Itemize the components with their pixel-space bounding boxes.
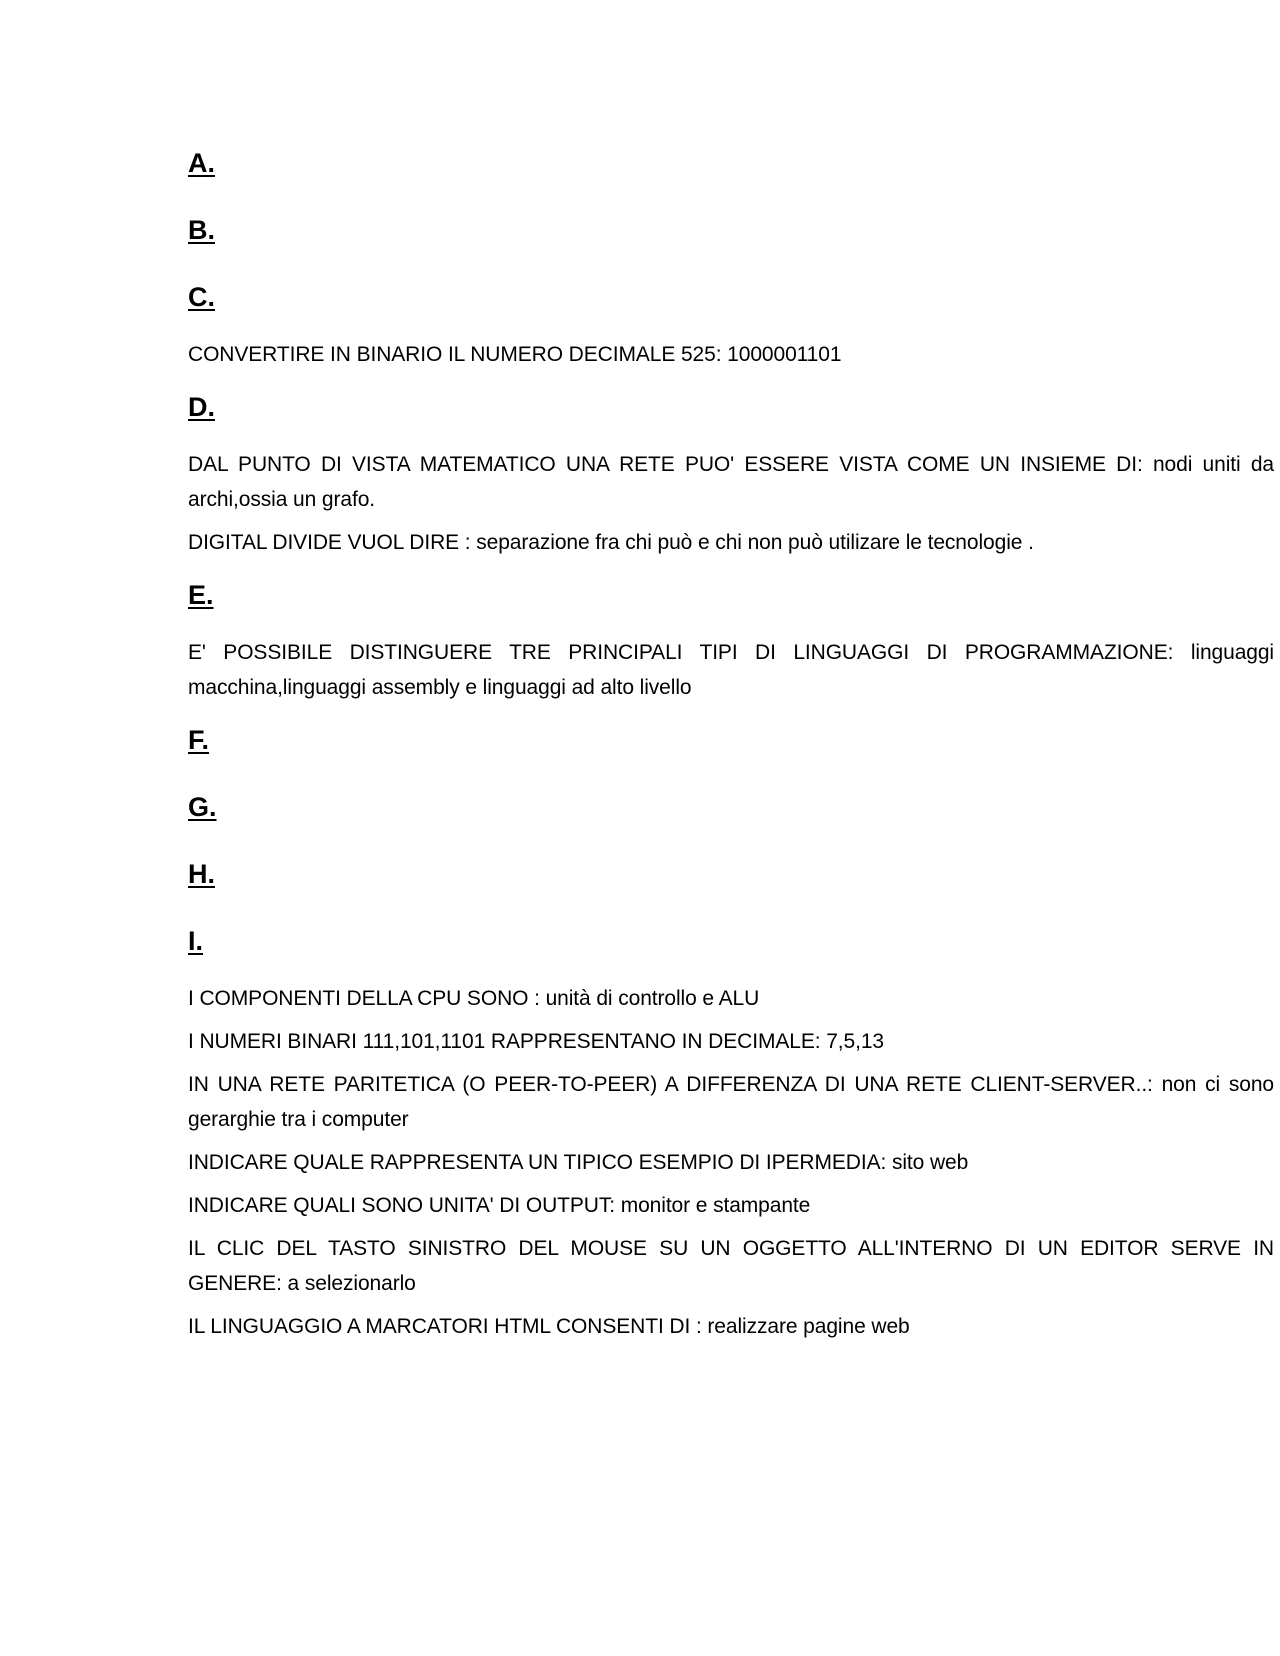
qa-entry-html: IL LINGUAGGIO A MARCATORI HTML CONSENTI DI : realizzare pagine web bbox=[188, 1315, 910, 1338]
section-heading-e: E. bbox=[188, 580, 214, 610]
section-heading-h: H. bbox=[188, 859, 215, 889]
qa-entry-rete-grafo: DAL PUNTO DI VISTA MATEMATICO UNA RETE PUO' ESSERE VISTA COME UN INSIEME DI: nodi uniti da archi,ossia un grafo. bbox=[188, 453, 1274, 511]
qa-entry-cpu: I COMPONENTI DELLA CPU SONO : unità di controllo e ALU bbox=[188, 987, 760, 1010]
section-heading-a: A. bbox=[188, 148, 215, 178]
section-heading-i: I. bbox=[188, 926, 204, 956]
qa-entry-ipermedia: INDICARE QUALE RAPPRESENTA UN TIPICO ESEMPIO DI IPERMEDIA: sito web bbox=[188, 1151, 969, 1174]
qa-entry-numeri-binari: I NUMERI BINARI 111,101,1101 RAPPRESENTANO IN DECIMALE: 7,5,13 bbox=[188, 1030, 884, 1053]
section-heading-b: B. bbox=[188, 215, 215, 245]
qa-entry-linguaggi: E' POSSIBILE DISTINGUERE TRE PRINCIPALI TIPI DI LINGUAGGI DI PROGRAMMAZIONE: linguaggi macchina,linguaggi assembly e linguaggi ad alto livello bbox=[188, 641, 1274, 699]
section-heading-c: C. bbox=[188, 282, 215, 312]
section-heading-d: D. bbox=[188, 392, 215, 422]
qa-entry-clic-mouse: IL CLIC DEL TASTO SINISTRO DEL MOUSE SU UN OGGETTO ALL'INTERNO DI UN EDITOR SERVE IN GENERE: a selezionarlo bbox=[188, 1237, 1274, 1295]
section-heading-g: G. bbox=[188, 792, 217, 822]
section-heading-f: F. bbox=[188, 725, 210, 755]
document-body bbox=[188, 146, 1274, 1344]
qa-entry-binary-525: CONVERTIRE IN BINARIO IL NUMERO DECIMALE 525: 1000001101 bbox=[188, 343, 842, 366]
qa-entry-digital-divide: DIGITAL DIVIDE VUOL DIRE : separazione fra chi può e chi non può utilizare le tecnologie . bbox=[188, 531, 1034, 554]
qa-entry-output: INDICARE QUALI SONO UNITA' DI OUTPUT: monitor e stampante bbox=[188, 1194, 811, 1217]
qa-entry-peer-to-peer: IN UNA RETE PARITETICA (O PEER-TO-PEER) A DIFFERENZA DI UNA RETE CLIENT-SERVER..: non ci sono gerarghie tra i computer bbox=[188, 1073, 1274, 1131]
